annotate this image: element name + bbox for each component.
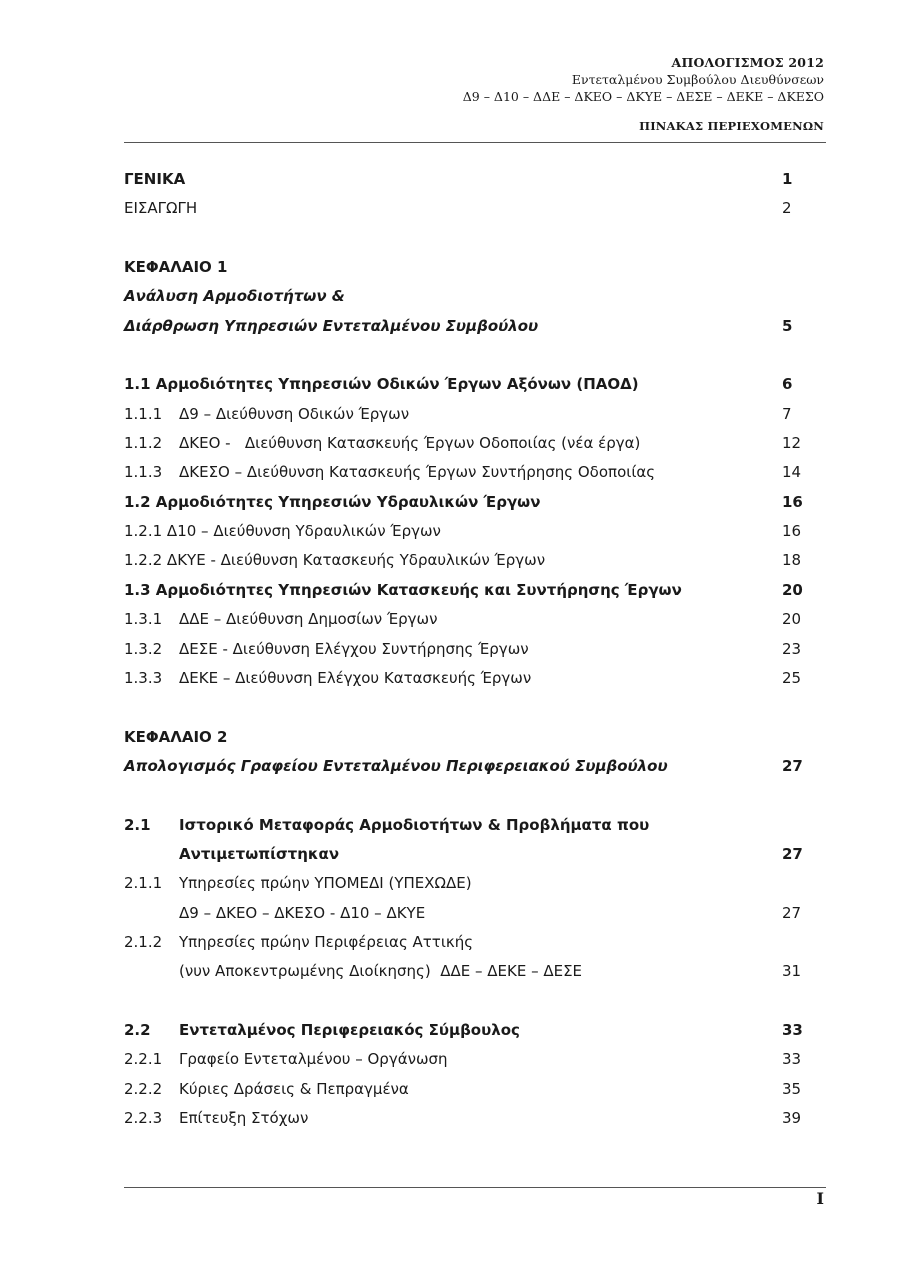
toc-entry-text: 1.2.2 ΔΚΥΕ - Διεύθυνση Κατασκευής Υδραυλικών Έργων [124,551,546,570]
chapter-2-title [124,752,814,781]
toc-entry-1-1-1 [124,400,814,429]
toc-entry-text: ΕΙΣΑΓΩΓΗ [124,199,198,218]
toc-entry-number: 2.2 [124,1020,151,1039]
toc-entry-2-1-continued [124,840,814,869]
toc-entry-page: 12 [782,434,802,453]
toc-entry-2-2-2 [124,1075,814,1104]
toc-entry-page: 16 [782,492,803,511]
toc-entry-page: 31 [782,962,802,981]
toc-entry-page: 23 [782,639,802,658]
toc-entry-page: 7 [782,404,792,423]
toc-entry-1-2-1 [124,517,814,546]
toc-entry-page: 2 [782,199,792,218]
toc-entry-1-1-3 [124,458,814,487]
toc-entry-page: 14 [782,463,802,482]
toc-entry-intro [124,194,814,223]
toc-entry-2-1-2-continued [124,957,814,986]
chapter-1-title-line2 [124,312,814,341]
toc-entry-2-1 [124,811,814,840]
department-codes: Δ9 – Δ10 – ΔΔΕ – ΔΚΕΟ – ΔΚΥΕ – ΔΕΣΕ – ΔΕΚΕ – ΔΚΕΣΟ [462,89,824,104]
toc-entry-page: 33 [782,1050,802,1069]
toc-entry-page: 27 [782,903,802,922]
toc-entry-number: 2.2.2 [124,1079,163,1098]
toc-entry-text: Επίτευξη Στόχων [179,1109,309,1127]
toc-entry-2-1-2 [124,928,814,957]
toc-entry-page: 16 [782,522,802,541]
toc-entry-page: 35 [782,1079,802,1098]
toc-entry-text: ΔΕΚΕ – Διεύθυνση Ελέγχου Κατασκευής Έργων [179,668,532,687]
toc-entry-number: 2.1.1 [124,874,163,893]
toc-entry-general [124,165,814,194]
header-rule [124,142,826,143]
page-number: I [816,1189,824,1208]
toc-entry-text: ΔΚΕΟ - Διεύθυνση Κατασκευής Έργων Οδοποιίας (νέα έργα) [179,434,641,453]
toc-entry-text: Δ9 – Διεύθυνση Οδικών Έργων [179,404,410,423]
toc-entry-1-3 [124,576,814,605]
toc-entry-number: 2.2.3 [124,1109,163,1127]
toc-entry-2-1-1-continued [124,899,814,928]
toc-entry-text: ΔΚΕΣΟ – Διεύθυνση Κατασκευής Έργων Συντήρησης Οδοποιίας [179,463,656,482]
toc-entry-page: 25 [782,668,802,687]
toc-entry-page: 20 [782,580,803,599]
toc-entry-text: Υπηρεσίες πρώην Περιφέρειας Αττικής [179,932,474,951]
toc-entry-text: Απολογισμός Γραφείου Εντεταλμένου Περιφερειακού Συμβούλου [124,756,668,775]
toc-entry-2-1-1 [124,869,814,898]
toc-entry-number: 2.1 [124,815,151,834]
toc-entry-text: 1.2.1 Δ10 – Διεύθυνση Υδραυλικών Έργων [124,522,441,541]
toc-entry-text: Υπηρεσίες πρώην ΥΠΟΜΕΔΙ (ΥΠΕΧΩΔΕ) [179,874,472,893]
toc-entry-1-3-2 [124,635,814,664]
toc-entry-page: 6 [782,375,793,394]
toc-label: ΠΙΝΑΚΑΣ ΠΕΡΙΕΧΟΜΕΝΩΝ [639,119,824,133]
toc-entry-text: ΔΕΣΕ - Διεύθυνση Ελέγχου Συντήρησης Έργων [179,639,529,658]
toc-entry-number: 2.2.1 [124,1050,163,1069]
toc-entry-text: Διάρθρωση Υπηρεσιών Εντεταλμένου Συμβούλου [124,316,539,335]
toc-entry-text: 1.2 Αρμοδιότητες Υπηρεσιών Υδραυλικών Έργων [124,492,541,511]
toc-entry-text: (νυν Αποκεντρωμένης Διοίκησης) ΔΔΕ – ΔΕΚΕ – ΔΕΣΕ [179,962,583,981]
report-subtitle: Εντεταλμένου Συμβούλου Διευθύνσεων [571,72,824,87]
toc-entry-page: 39 [782,1109,802,1127]
toc-entry-1-3-1 [124,605,814,634]
toc-spacer [124,341,814,370]
toc-entry-text: 1.1 Αρμοδιότητες Υπηρεσιών Οδικών Έργων Αξόνων (ΠΑΟΔ) [124,375,639,394]
toc-entry-text: Ιστορικό Μεταφοράς Αρμοδιοτήτων & Προβλήματα που [179,815,650,834]
toc-entry-text: ΔΔΕ – Διεύθυνση Δημοσίων Έργων [179,610,438,629]
footer-rule [124,1187,826,1188]
toc-entry-page: 1 [782,170,793,188]
toc-spacer [124,693,814,722]
toc-entry-2-2-1 [124,1045,814,1074]
toc-entry-text: Εντεταλμένος Περιφερειακός Σύμβουλος [179,1020,520,1039]
toc-entry-page: 20 [782,610,802,629]
toc-entry-2-2 [124,1016,814,1045]
toc-spacer [124,224,814,253]
toc-entry-page: 33 [782,1020,803,1039]
toc-entry-text: Ανάλυση Αρμοδιοτήτων & [124,287,345,306]
toc-entry-1-1-2 [124,429,814,458]
toc-entry-text: Κύριες Δράσεις & Πεπραγμένα [179,1079,409,1098]
table-of-contents [124,165,814,1133]
toc-entry-text: Δ9 – ΔΚΕΟ – ΔΚΕΣΟ - Δ10 – ΔΚΥΕ [179,903,426,922]
toc-entry-number: 1.3.3 [124,668,163,687]
toc-entry-page: 18 [782,551,802,570]
chapter-2-heading [124,723,814,752]
toc-entry-text: Αντιμετωπίστηκαν [179,844,340,863]
toc-entry-page: 27 [782,756,803,775]
toc-entry-1-3-3 [124,664,814,693]
toc-spacer [124,781,814,810]
toc-entry-page: 27 [782,844,803,863]
report-title: ΑΠΟΛΟΓΙΣΜΟΣ 2012 [671,55,824,70]
toc-entry-2-2-3 [124,1104,814,1133]
toc-entry-number: 1.1.1 [124,404,163,423]
toc-entry-text: ΓΕΝΙΚΑ [124,170,186,188]
chapter-1-title-line1 [124,282,814,311]
toc-entry-number: 1.3.1 [124,610,163,629]
toc-entry-number: 1.1.3 [124,463,163,482]
toc-entry-text: ΚΕΦΑΛΑΙΟ 1 [124,258,228,277]
toc-entry-number: 1.1.2 [124,434,163,453]
toc-entry-page: 5 [782,316,793,335]
chapter-1-heading [124,253,814,282]
toc-entry-text: Γραφείο Εντεταλμένου – Οργάνωση [179,1050,448,1069]
toc-entry-number: 1.3.2 [124,639,163,658]
toc-spacer [124,987,814,1016]
toc-entry-text: 1.3 Αρμοδιότητες Υπηρεσιών Κατασκευής και Συντήρησης Έργων [124,580,682,599]
toc-entry-1-1 [124,370,814,399]
toc-entry-text: ΚΕΦΑΛΑΙΟ 2 [124,727,228,746]
toc-entry-number: 2.1.2 [124,932,163,951]
toc-entry-1-2-2 [124,546,814,575]
toc-entry-1-2 [124,488,814,517]
